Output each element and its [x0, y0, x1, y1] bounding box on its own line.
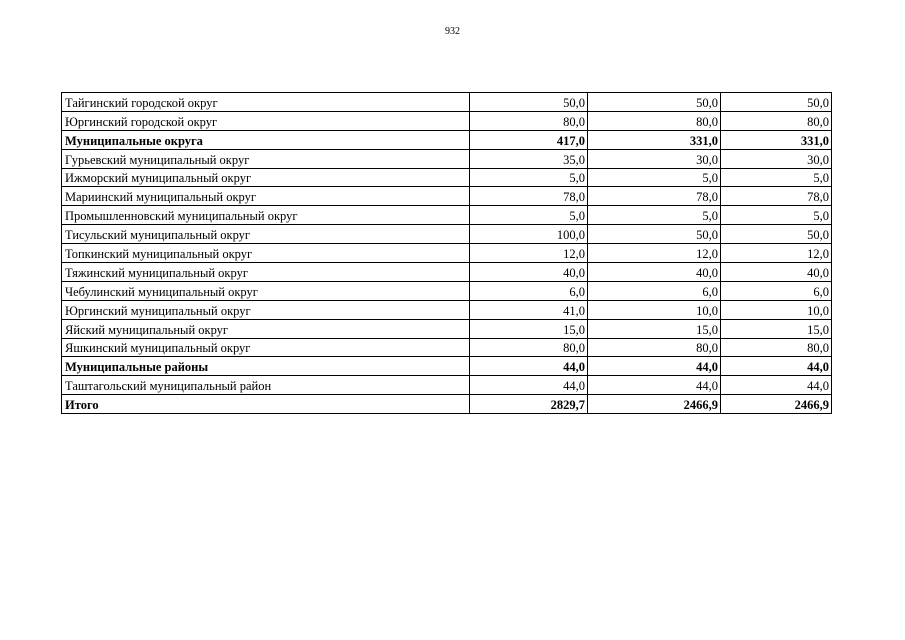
row-name: Таштагольский муниципальный район [62, 376, 470, 395]
row-name: Мариинский муниципальный округ [62, 187, 470, 206]
row-name: Яйский муниципальный округ [62, 319, 470, 338]
row-value-2: 2466,9 [588, 395, 721, 414]
row-value-2: 5,0 [588, 168, 721, 187]
row-value-2: 10,0 [588, 300, 721, 319]
row-value-3: 10,0 [721, 300, 832, 319]
row-value-3: 80,0 [721, 111, 832, 130]
row-value-1: 44,0 [470, 376, 588, 395]
table-row [62, 130, 832, 149]
row-value-3: 5,0 [721, 168, 832, 187]
table-row [62, 187, 832, 206]
row-value-1: 2829,7 [470, 395, 588, 414]
row-value-3: 44,0 [721, 376, 832, 395]
row-value-3: 50,0 [721, 225, 832, 244]
row-value-1: 6,0 [470, 281, 588, 300]
table-row [62, 319, 832, 338]
row-value-3: 30,0 [721, 149, 832, 168]
row-value-2: 12,0 [588, 244, 721, 263]
row-value-2: 30,0 [588, 149, 721, 168]
row-name: Промышленновский муниципальный округ [62, 206, 470, 225]
row-value-3: 6,0 [721, 281, 832, 300]
row-value-1: 417,0 [470, 130, 588, 149]
row-value-3: 15,0 [721, 319, 832, 338]
row-value-2: 50,0 [588, 93, 721, 112]
row-value-1: 50,0 [470, 93, 588, 112]
row-name: Муниципальные округа [62, 130, 470, 149]
row-value-2: 6,0 [588, 281, 721, 300]
row-name: Ижморский муниципальный округ [62, 168, 470, 187]
table-row [62, 111, 832, 130]
row-value-3: 5,0 [721, 206, 832, 225]
row-value-2: 78,0 [588, 187, 721, 206]
row-value-2: 50,0 [588, 225, 721, 244]
row-value-1: 78,0 [470, 187, 588, 206]
budget-table [61, 92, 832, 414]
table-row [62, 225, 832, 244]
row-value-1: 40,0 [470, 263, 588, 282]
row-value-1: 15,0 [470, 319, 588, 338]
row-value-3: 50,0 [721, 93, 832, 112]
table-row [62, 357, 832, 376]
table-row [62, 338, 832, 357]
row-value-2: 44,0 [588, 376, 721, 395]
table-row [62, 93, 832, 112]
row-value-2: 80,0 [588, 111, 721, 130]
row-name: Юргинский городской округ [62, 111, 470, 130]
row-value-1: 80,0 [470, 338, 588, 357]
row-name: Итого [62, 395, 470, 414]
row-value-1: 5,0 [470, 168, 588, 187]
row-value-1: 41,0 [470, 300, 588, 319]
table-row [62, 149, 832, 168]
row-value-2: 5,0 [588, 206, 721, 225]
row-value-3: 40,0 [721, 263, 832, 282]
row-value-1: 35,0 [470, 149, 588, 168]
table-row [62, 244, 832, 263]
row-value-3: 44,0 [721, 357, 832, 376]
table-row [62, 263, 832, 282]
row-value-1: 44,0 [470, 357, 588, 376]
row-value-3: 78,0 [721, 187, 832, 206]
table-row [62, 281, 832, 300]
table-row [62, 206, 832, 225]
row-name: Муниципальные районы [62, 357, 470, 376]
row-name: Яшкинский муниципальный округ [62, 338, 470, 357]
row-value-2: 44,0 [588, 357, 721, 376]
budget-table-body [62, 93, 832, 414]
table-row [62, 168, 832, 187]
row-name: Юргинский муниципальный округ [62, 300, 470, 319]
row-value-1: 80,0 [470, 111, 588, 130]
page-number: 932 [445, 26, 460, 37]
row-value-3: 331,0 [721, 130, 832, 149]
row-value-3: 12,0 [721, 244, 832, 263]
row-name: Топкинский муниципальный округ [62, 244, 470, 263]
row-value-3: 2466,9 [721, 395, 832, 414]
row-value-1: 5,0 [470, 206, 588, 225]
row-name: Чебулинский муниципальный округ [62, 281, 470, 300]
row-value-1: 12,0 [470, 244, 588, 263]
row-value-2: 40,0 [588, 263, 721, 282]
row-value-2: 15,0 [588, 319, 721, 338]
row-value-3: 80,0 [721, 338, 832, 357]
row-value-1: 100,0 [470, 225, 588, 244]
table-row [62, 300, 832, 319]
row-value-2: 80,0 [588, 338, 721, 357]
row-name: Тайгинский городской округ [62, 93, 470, 112]
row-name: Тисульский муниципальный округ [62, 225, 470, 244]
row-name: Тяжинский муниципальный округ [62, 263, 470, 282]
table-row [62, 376, 832, 395]
row-value-2: 331,0 [588, 130, 721, 149]
table-row [62, 395, 832, 414]
row-name: Гурьевский муниципальный округ [62, 149, 470, 168]
